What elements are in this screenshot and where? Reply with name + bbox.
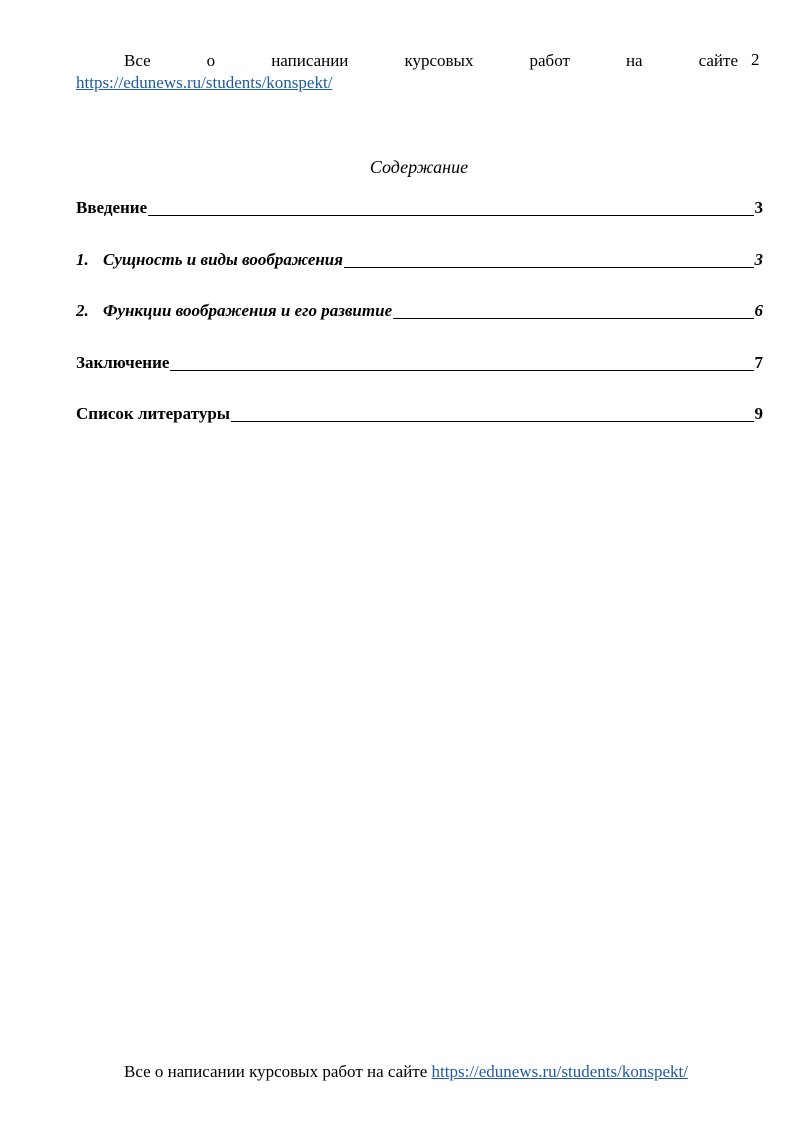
header-text	[76, 50, 738, 72]
header-word: о	[206, 51, 216, 70]
toc-entry-page: 6	[754, 301, 763, 320]
toc-entry-label: Введение	[76, 198, 148, 217]
toc-title: Содержание	[369, 157, 469, 177]
toc-entry-page: 7	[754, 352, 763, 372]
toc-entry-conclusion[interactable]	[76, 353, 763, 405]
page-number: 2	[751, 50, 760, 69]
toc-entry-label: Функции воображения и его развитие	[103, 301, 393, 320]
header-word: работ	[529, 51, 570, 70]
header-word: Все	[124, 51, 151, 70]
footer-link[interactable]: https://edunews.ru/students/konspekt/	[431, 1062, 688, 1081]
header-word: на	[625, 51, 643, 70]
toc-entry-introduction[interactable]	[76, 198, 763, 250]
toc-entry-label: Заключение	[76, 352, 170, 372]
toc-leader-line	[170, 370, 753, 371]
header-word: написании	[271, 51, 349, 70]
toc-leader-line	[231, 421, 753, 422]
toc-entry-page: 3	[754, 198, 763, 217]
toc-entry-references[interactable]	[76, 404, 763, 456]
page-header	[76, 50, 738, 94]
page-footer	[124, 1062, 688, 1082]
toc-leader-line	[148, 215, 753, 216]
toc-entry-label: Список литературы	[76, 404, 231, 423]
toc-entry-chapter-1[interactable]	[76, 250, 763, 302]
footer-text: Все о написании курсовых работ на сайте	[124, 1062, 428, 1081]
toc-entry-label: Сущность и виды воображения	[103, 249, 344, 269]
toc-leader-line	[393, 318, 753, 319]
toc-entry-page: 3	[754, 249, 763, 269]
toc-leader-line	[344, 267, 753, 268]
toc-entry-number: 1.	[76, 249, 89, 269]
header-word: курсовых	[404, 51, 474, 70]
header-link[interactable]: https://edunews.ru/students/konspekt/	[76, 73, 333, 92]
header-word: сайте	[698, 51, 738, 70]
toc-entry-chapter-2[interactable]	[76, 301, 763, 353]
toc-entry-page: 9	[754, 404, 763, 423]
toc-entry-number: 2.	[76, 301, 89, 320]
table-of-contents	[76, 198, 763, 456]
